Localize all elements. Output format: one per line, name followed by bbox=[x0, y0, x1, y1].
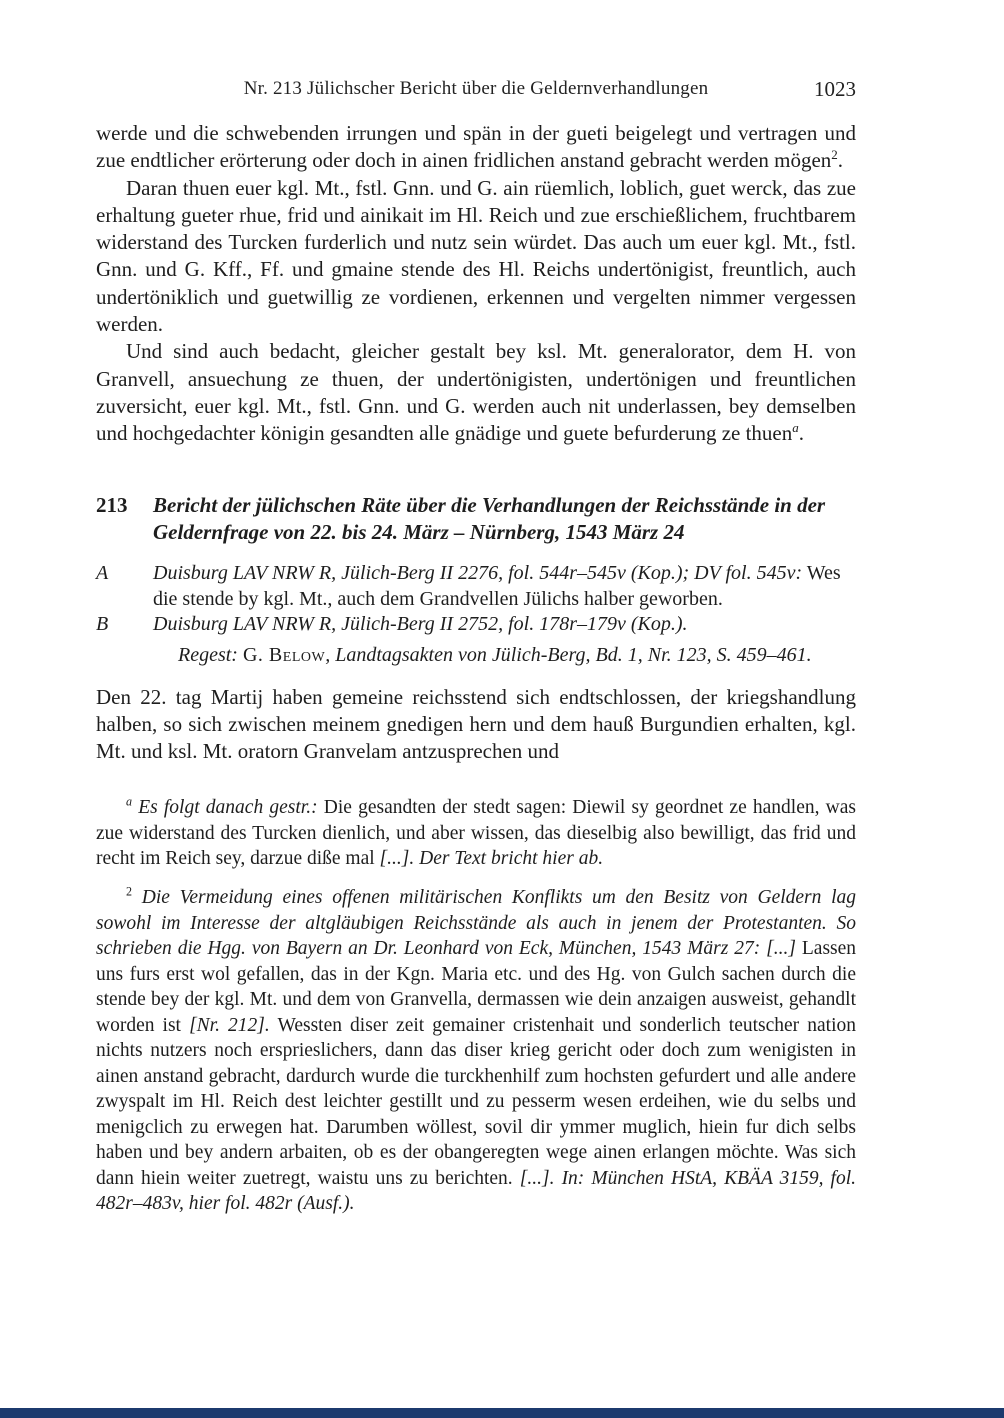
footnote-2-quotation-2: Wessten diser zeit gemainer cristenhait und sonderlich teutscher nation nichts nutzers noch ersprieslichers, dann das diser krieg gericht oder doch zum wenigisten in ainen anstand gebracht, dardurch wurde die turckhenhilf zum hochsten gefurdert und alle andere zwyspalt im Hl. Reich dest leichter gestillt und zu pesserm wesen erdeihen, wie du selbs und menigclich zu erwegen hat. Darumben wöllest, sovil dir ymmer muglich, hiein fur dich selbs haben und bey andern arbaiten, ob es der obangeregten wege ainen erlangen möchte. Was sich dann hiein weiter zuetregt, waistu uns zu berichten. bbox=[96, 1014, 856, 1189]
source-siglum: B bbox=[96, 613, 109, 636]
text-column bbox=[96, 0, 856, 1217]
entry-title: Bericht der jülichschen Räte über die Verhandlungen der Reichsstände in der Geldernfrage von 22. bis 24. März – Nürnberg, 1543 März 24 bbox=[153, 492, 826, 544]
footnote-2-provenance: In: München HStA, KBÄA 3159, fol. 482r–483v, hier fol. 482r (Ausf.). bbox=[96, 1167, 857, 1215]
paragraph-text: . bbox=[798, 421, 805, 446]
footnote-a-quotation: Die gesandten der stedt sagen: Diewil sy geordnet ze handlen, was zue widerstand des Turcken dienlich, und aber wissen, das dieselbig also bewilligt, das frid und recht im Reich sey, darzue diße mal bbox=[96, 797, 856, 870]
paragraph-text: Und sind auch bedacht, gleicher gestalt bey ksl. Mt. generalorator, dem H. von Granvell, ansuechung ze thuen, der undertönigisten, undertönigen und freuntlichen zuversicht, euer kgl. Mt., fstl. Gnn. und G. werden auch nit underlassen, bey demselben und hochgedachter königin gesandten alle gnädige und guete befurderung ze thuen bbox=[96, 339, 856, 446]
footnote-a-editorial-outro: Der Text bricht hier ab. bbox=[419, 848, 604, 870]
regest-author: G. Below bbox=[242, 643, 326, 666]
paragraph-text: . bbox=[837, 148, 844, 173]
footnote-a bbox=[96, 795, 856, 872]
source-list bbox=[96, 561, 856, 668]
footnote-2-quotation-1: Lassen uns furs erst wol gefallen, das in der Kgn. Maria etc. und des Hg. von Gulch sachen durch die stende bey der kgl. Mt. und dem von Granvella, dermassen wie dein anzaigen ausweist, gehandlt worden ist bbox=[96, 938, 857, 1036]
footnote-a-editorial-intro: Es folgt danach gestr.: bbox=[138, 797, 318, 819]
source-row-b bbox=[96, 612, 856, 638]
regest-label: Regest: bbox=[178, 643, 238, 666]
paragraph-text: Den 22. tag Martij haben gemeine reichsstend sich endtschlossen, der kriegshandlung halben, so sich zwischen meinem gnedigen hern und dem hauß Burgundien erhalten, kgl. Mt. und ksl. Mt. oratorn Granvelam antzusprechen und bbox=[96, 684, 856, 764]
source-archive: Duisburg LAV NRW R, Jülich-Berg II 2276, fol. 544r–545v (Kop.); DV fol. 545v: bbox=[153, 562, 803, 585]
bottom-bar bbox=[0, 1408, 1004, 1418]
footnote-ref-a: a bbox=[792, 420, 799, 436]
footnote-2-ellipsis-2: [...]. bbox=[519, 1167, 555, 1189]
source-dorsal-note: Wes die stende by kgl. Mt., auch dem Grandvellen Jülichs halber geworben. bbox=[153, 562, 841, 610]
footnote-2-marker: 2 bbox=[126, 884, 133, 899]
entry-number: 213 bbox=[96, 492, 128, 517]
footnote-a-marker: a bbox=[126, 794, 133, 809]
body-paragraph-1 bbox=[96, 120, 856, 175]
running-head-title: Nr. 213 Jülichscher Bericht über die Geldernverhandlungen bbox=[243, 78, 709, 99]
source-archive: Duisburg LAV NRW R, Jülich-Berg II 2752, fol. 178r–179v (Kop.). bbox=[153, 613, 688, 636]
footnote-2-nr-reference: [Nr. 212]. bbox=[189, 1014, 270, 1036]
running-head bbox=[96, 78, 856, 104]
footnote-a-ellipsis: [...]. bbox=[379, 848, 415, 870]
footnote-2 bbox=[96, 885, 856, 1217]
entry-body-paragraph bbox=[96, 684, 856, 766]
footnote-2-ellipsis-1: [...] bbox=[766, 938, 796, 960]
body-paragraph-2 bbox=[96, 175, 856, 339]
footnote-ref-2: 2 bbox=[831, 147, 838, 163]
source-siglum: A bbox=[96, 562, 109, 585]
paragraph-text: Daran thuen euer kgl. Mt., fstl. Gnn. und G. ain rüemlich, loblich, guet werck, das zue erhaltung gueter rhue, frid und ainikait im Hl. Reich und zue erschießlichem, fruchtbarem widerstand des Turcken furderlich und nutz sein würdet. Das auch um euer kgl. Mt., fstl. Gnn. und G. Kff., Ff. und gmaine stende des Hl. Reichs undertönigist, freuntlich, auch undertöniklich und guetwillig ze vordienen, erkennen und vergelten nimmer vergessen werden. bbox=[96, 175, 856, 337]
source-description bbox=[153, 561, 856, 612]
body-paragraph-3 bbox=[96, 338, 856, 447]
source-description bbox=[153, 612, 856, 638]
footnote-2-commentary: Die Vermeidung eines offenen militärischen Konflikts um den Besitz von Geldern lag sowohl im Interesse der altgläubigen Reichsstände als auch in jenem der Protestanten. So schrieben die Hgg. von Bayern an Dr. Leonhard von Eck, München, 1543 März 27: bbox=[96, 887, 857, 960]
regest-citation: , Landtagsakten von Jülich-Berg, Bd. 1, Nr. 123, S. 459–461. bbox=[325, 643, 812, 666]
source-row-a bbox=[96, 561, 856, 612]
entry-heading bbox=[96, 492, 856, 547]
paragraph-text: werde und die schwebenden irrungen und spän in der gueti beigelegt und vertragen und zue endtlicher erörterung oder doch in ainen fridlichen anstand gebracht werden mögen bbox=[96, 121, 856, 173]
page-number: 1023 bbox=[814, 77, 856, 101]
regest-line bbox=[178, 643, 856, 669]
